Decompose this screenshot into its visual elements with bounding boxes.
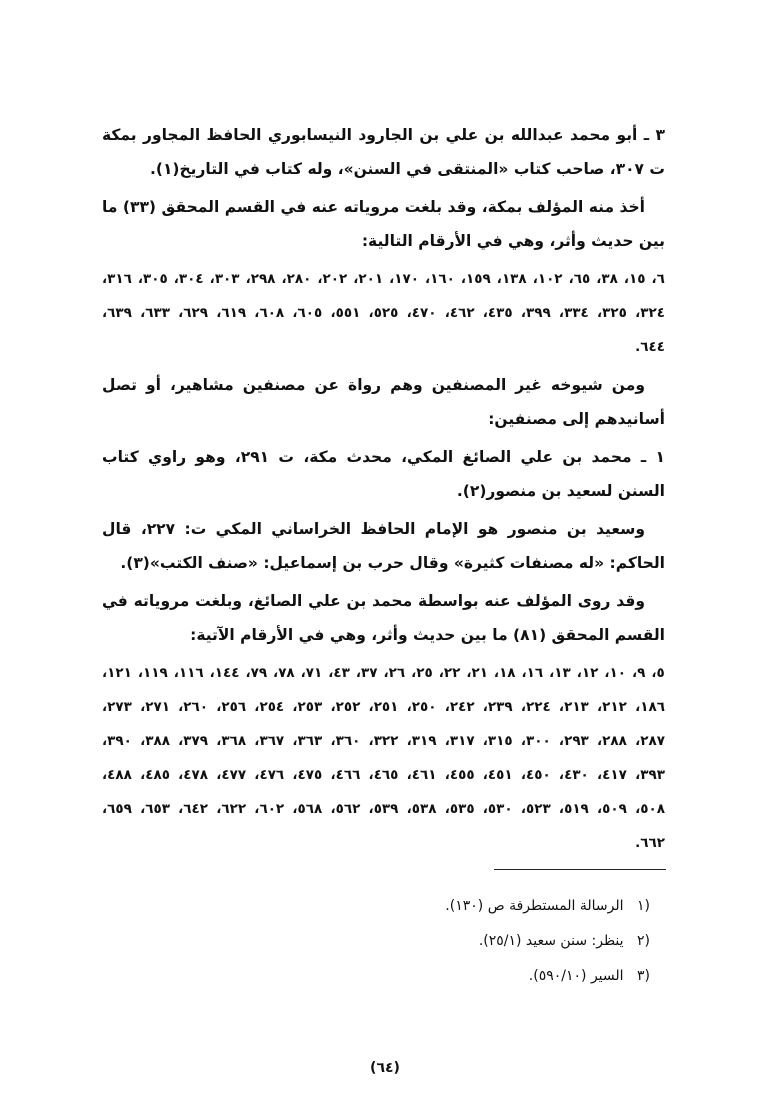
footnote-text: ينظر: سنن سعيد (٢٥/١). <box>478 933 624 949</box>
footnote-3 <box>110 959 650 994</box>
paragraph-non-author-teachers: ومن شيوخه غير المصنفين وهم رواة عن مصنفين مشاهير، أو تصل أسانيدهم إلى مصنفين: <box>102 376 665 428</box>
footnote-divider <box>494 869 666 870</box>
paragraph-ibn-aljarud-narrations: أخذ منه المؤلف بمكة، وقد بلغت مروياته عنه في القسم المحقق (٣٣) ما بين حديث وأثر، وهي في الأرقام التالية: <box>102 198 665 250</box>
footnote-2 <box>110 924 650 959</box>
page-number: (٦٤) <box>370 1060 400 1076</box>
paragraph-said-ibn-mansur: وسعيد بن منصور هو الإمام الحافظ الخراساني المكي ت: ٢٢٧، قال الحاكم: «له مصنفات كثيرة» وقال حرب بن إسماعيل: «صنف الكتب»(٣). <box>102 520 665 572</box>
paragraph-alsaigh-numbers: ٥، ٩، ١٠، ١٢، ١٣، ١٦، ١٨، ٢١، ٢٢، ٢٥، ٢٦، ٣٧، ٤٣، ٧١، ٧٨، ٧٩، ١٤٤، ١١٦، ١١٩، ١٢١، ١٨٦، ٢١٢، ٢١٣، ٢٢٤، ٢٣٩، ٢٤٢، ٢٥٠، ٢٥١، ٢٥٢، ٢٥٣، ٢٥٤، ٢٥٦، ٢٦٠، ٢٧١، ٢٧٣، ٢٨٧، ٢٨٨، ٢٩٣، ٣٠٠، ٣١٥، ٣١٧، ٣١٩، ٣٢٢، ٣٦٠، ٣٦٣، ٣٦٧، ٣٦٨، ٣٧٩، ٣٨٨، ٣٩٠، ٣٩٣، ٤١٧، ٤٣٠، ٤٥٠، ٤٥١، ٤٥٥، ٤٦١، ٤٦٥، ٤٦٦، ٤٧٥، ٤٧٦، ٤٧٧، ٤٧٨، ٤٨٥، ٤٨٨، ٥٠٨، ٥٠٩، ٥١٩، ٥٢٣، ٥٣٠، ٥٣٥، ٥٣٨، ٥٣٩، ٥٦٢، ٥٦٨، ٦٠٢، ٦٢٢، ٦٤٢، ٦٥٣، ٦٥٩، ٦٦٢. <box>102 665 665 851</box>
footnote-1 <box>110 889 650 924</box>
paragraph-alsaigh-narrations: وقد روى المؤلف عنه بواسطة محمد بن علي الصائغ، وبلغت مروياته في القسم المحقق (٨١) ما بين حديث وأثر، وهي في الأرقام الآتية: <box>102 592 665 644</box>
paragraph-entry-1-alsaigh: ١ ـ محمد بن علي الصائغ المكي، محدث مكة، ت ٢٩١، وهو راوي كتاب السنن لسعيد بن منصور(٢). <box>102 448 665 500</box>
footnotes <box>110 889 650 994</box>
footnote-text: السير (٥٩٠/١٠). <box>528 968 624 984</box>
footnote-number: (٢ <box>637 933 650 949</box>
paragraph-entry-3-ibn-aljarud: ٣ ـ أبو محمد عبدالله بن علي بن الجارود النيسابوري الحافظ المجاور بمكة ت ٣٠٧، صاحب كتاب «المنتقى في السنن»، وله كتاب في التاريخ(١). <box>102 126 665 178</box>
main-text-block <box>102 118 665 864</box>
footnote-text: الرسالة المستطرفة ص (١٣٠). <box>445 898 624 914</box>
paragraph-ibn-aljarud-numbers: ٦، ١٥، ٣٨، ٦٥، ١٠٢، ١٣٨، ١٥٩، ١٦٠، ١٧٠، ٢٠١، ٢٠٢، ٢٨٠، ٢٩٨، ٣٠٣، ٣٠٤، ٣٠٥، ٣١٦، ٣٢٤، ٣٢٥، ٣٣٤، ٣٩٩، ٤٣٥، ٤٦٢، ٤٧٠، ٥٢٥، ٥٥١، ٦٠٥، ٦٠٨، ٦١٩، ٦٢٩، ٦٣٣، ٦٣٩، ٦٤٤. <box>102 271 665 355</box>
footnote-number: (١ <box>637 898 650 914</box>
footnote-number: (٣ <box>637 968 650 984</box>
